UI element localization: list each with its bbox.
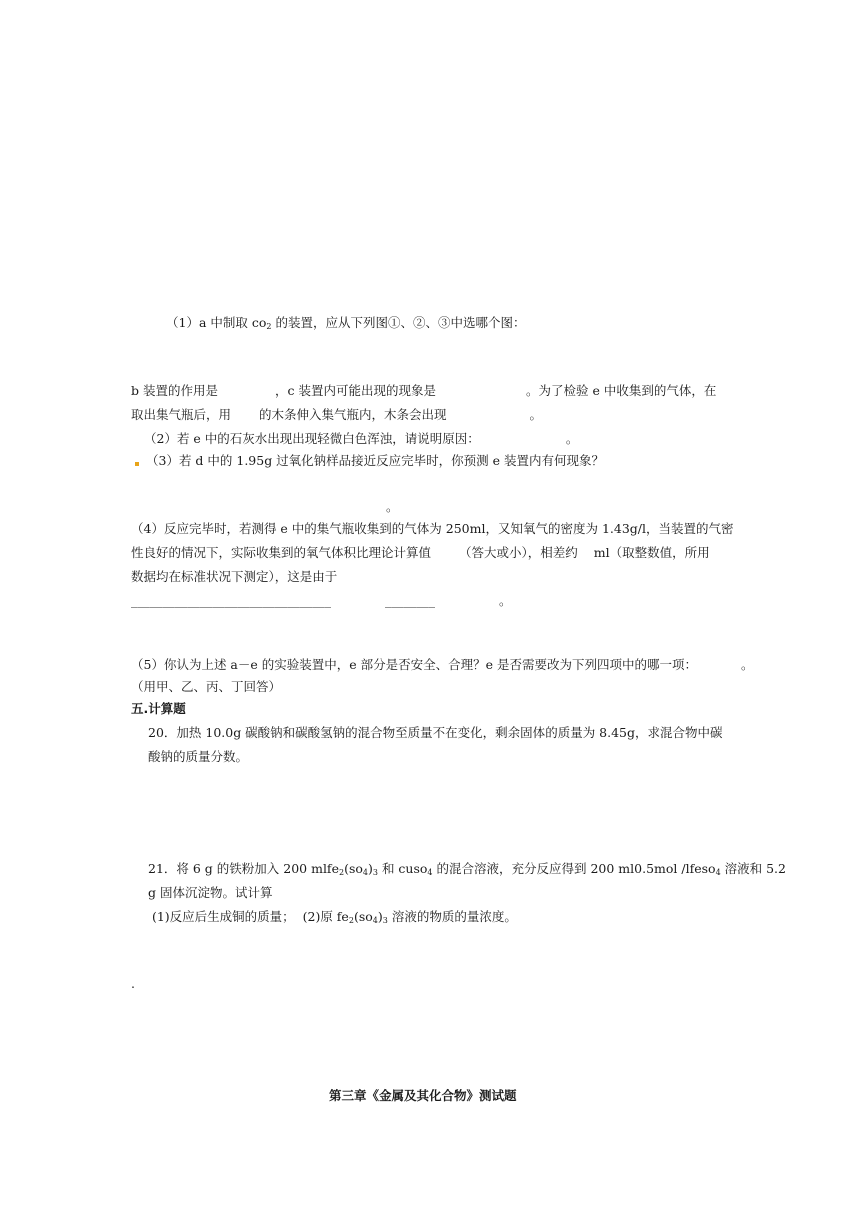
text: 溶液和 5.2 [720,861,786,876]
text: (so [344,861,363,876]
q19-b-line2 [131,407,542,423]
stray-dot: . [131,976,135,991]
text: 和 cuso [377,861,428,876]
q19-part4-line1: （4）反应完毕时，若测得 e 中的集气瓶收集到的气体为 250ml，又知氧气的密度为 1.43g/l，当装置的气密 [131,521,734,536]
q19-part3-end: 。 [386,499,399,514]
text: ml（取整数值，所用 [593,545,710,560]
text: （2）若 e 中的石灰水出现出现轻微白色浑浊，请说明原因： [144,431,480,446]
subscript: 2 [266,322,272,331]
answer-blank: ________________________________ [131,593,331,608]
text: 。 [529,407,543,422]
q19-part3: （3）若 d 中的 1.95g 过氧化钠样品接近反应完毕时，你预测 e 装置内有何现象？ [146,453,605,468]
bullet-marker-icon [135,462,139,466]
q19-part5-line1 [131,657,754,673]
q19-part4-line2 [131,545,710,561]
q19-part1 [166,315,525,331]
q19-part2 [144,431,578,447]
q19-part4-line3: 数据均在标准状况下测定），这是由于 [131,569,338,584]
subscript: 4 [427,868,433,877]
text: 。为了检验 e 中收集到的气体，在 [525,383,717,398]
text: 。 [499,593,512,608]
chapter-title: 第三章《金属及其化合物》测试题 [329,1088,517,1103]
text: (so [353,909,373,924]
q20-line2: 酸钠的质量分数。 [148,749,249,764]
text: 的混合溶液，充分反应得到 200 ml0.5mol /lfeso [432,861,716,876]
text: ) [367,861,373,876]
subscript: 2 [348,916,354,925]
text: 溶液的物质的量浓度。 [387,909,517,924]
text: 取出集气瓶后，用 [131,407,232,422]
q21-line2: g 固体沉淀物。试计算 [148,885,273,900]
subscript: 3 [382,916,388,925]
q19-part1-a: （1）a 中制取 co [166,315,267,330]
q19-b-line1 [131,383,716,399]
text: 的木条伸入集气瓶内，木条会出现 [259,407,447,422]
answer-blank: ________ [385,593,435,608]
q19-part4-line4 [131,593,512,609]
q21-line1 [148,861,786,877]
subscript: 4 [362,868,368,877]
section-title: 五.计算题 [131,701,186,716]
text: ) [377,909,383,924]
subscript: 4 [372,916,378,925]
text: (1)反应后生成铜的质量； (2)原 fe [148,909,349,924]
text: 。 [565,431,579,446]
text: 。 [741,657,754,672]
q21-line3 [148,909,517,925]
q19-part1-b: 的装置，应从下列图①、②、③中选哪个图： [271,315,526,330]
subscript: 3 [372,868,378,877]
text: ，c 装置内可能出现的现象是 [274,383,436,398]
text: （答大或小），相差约 [459,545,578,560]
subscript: 2 [338,868,345,877]
subscript: 4 [715,868,721,877]
text: （5）你认为上述 a－e 的实验装置中，e 部分是否安全、合理？e 是否需要改为下列四项中的哪一项： [131,657,697,672]
text: b 装置的作用是 [131,383,218,398]
text: 性良好的情况下，实际收集到的氧气体积比理论计算值 [131,545,432,560]
text: 21．将 6 g 的铁粉加入 200 mlfe [148,861,339,876]
q19-part5-line2: （用甲、乙、丙、丁回答） [131,679,282,694]
q20-line1: 20．加热 10.0g 碳酸钠和碳酸氢钠的混合物至质量不在变化，剩余固体的质量为 8.45g，求混合物中碳 [148,725,723,740]
